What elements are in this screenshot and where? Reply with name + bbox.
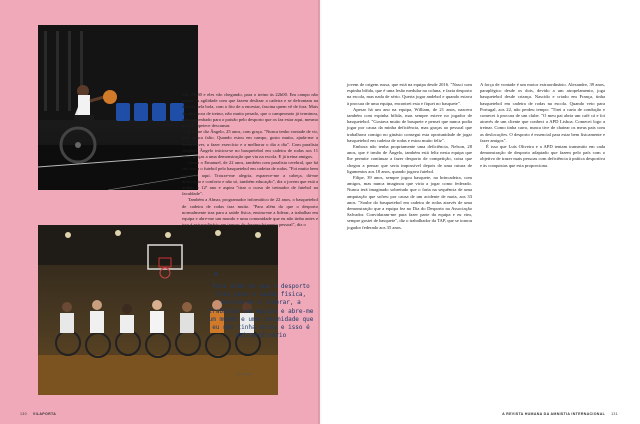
body-paragraph: Embora não tenha propriamente uma deficiência, Nelson, 28 anos, que é irmão de Ângelo, também está feliz nesta equipa que lhe permite continuar a fazer desporto de competição, coisa que chegou a pensar que seria impossível depois de uma rutura de ligamentos aos 18 anos, quando jogava futebol. bbox=[347, 144, 472, 174]
folio-left bbox=[20, 412, 56, 416]
body-paragraph: Como o Emanuel, de 22 anos, também com paralisia cerebral, que há seis troca o futebol pelo basquetebol em cadeira de rodas. "Foi muito bem recebido aqui. Trouxe-me alegria, esparece-me a cabeça, dá-me motivação e conforto e não só, também educação", diz o jovem que está a acabar o 12º ano e aspira "tirar o curso de treinador de futebol na faculdade". bbox=[182, 160, 318, 197]
page-number-left: 130 bbox=[20, 412, 27, 416]
section-name-right: A REVISTA HUMANA DA AMNISTIA INTERNACIONAL bbox=[502, 412, 606, 416]
body-paragraph: É isso que Luís Oliveira e a APD tentam transmitir em cada demonstração de desporto adaptado que fazem pelo país com o objetivo de trazer mais pessoas com deficiência à prática desportiva e às conquistas que esta proporciona. bbox=[480, 144, 605, 168]
left-body-text bbox=[182, 92, 318, 228]
body-paragraph: Apesar há um ano na equipa, William, de 21 anos, nascera também com espinha bífida, mas sempre esteve no jogador de basquetebol. "Gostava muito de basquete e pensei que nunca podia jogar por causa da minha deficiência, mas graças ao pessoal que trabalhava comigo no ginásio consegui esta oportunidade de jogar basquetebol em cadeira de rodas e estou muito feliz". bbox=[347, 106, 472, 143]
right-page bbox=[320, 0, 640, 424]
right-body-text bbox=[347, 82, 605, 231]
folio-right bbox=[502, 412, 618, 416]
body-paragraph: São 20h30 e eles vão chegando, para o treino às 22h00. Em campo não param. A agilidade com que fazem deslizar a cadeira e se defrontam na disputa pela bola, com o fito de a encestar, fascina quem vê de fora. Mais de uma hora de treino, não muito pesado, que o campeonato já terminou, mas empenhado para o paixão pelo desporto que os faz estar aqui, mesmo quando apetece descansar. bbox=[182, 92, 318, 129]
body-paragraph: jovem de origem russa, que está na equipa desde 2016. "Nasci com espinha bífida, que é uma lesão medular na coluna, e fazia desporto na escola, mas nada de sério. Queria jogar andebol e quando estava à procura de uma equipa, encontrei esta e fiquei no basquete". bbox=[347, 82, 472, 106]
body-paragraph: Filipe, 39 anos, sempre jogou basquete, na brincadeira, com amigos, mas nunca imaginou que viria a jogar como federado. Nunca terá imaginado sobretudo que o faria na sequência de uma amputação que sofreu por causa de um acidente de mota, aos 33 anos. "Soube do basquetebol em cadeira de rodas através de uma demonstração que a equipa fez no Dia do Desporto na Associação Salvador. Convidaram-me para fazer parte da equipa e eu vim, sempre gostei de basquete", diz o trabalhador da TAP, que se tornou jogador federado aos 35 anos. bbox=[347, 175, 472, 230]
photo-wheelchair-player bbox=[38, 25, 198, 190]
quote-mark-icon: “ bbox=[213, 272, 220, 283]
photo-wheelchair-player-image bbox=[38, 25, 198, 190]
text-column-2 bbox=[480, 82, 605, 231]
photo-credit: ©Fotografia bbox=[236, 372, 252, 376]
spine-shadow bbox=[318, 0, 322, 424]
page-number-right: 131 bbox=[611, 412, 618, 416]
body-paragraph: A força de vontade é um motor extraordinário. Alexandre, 39 anos, paraplégico desde os dois, devido a um atropelamento, joga basquetebol desde criança. Nascido e criado em França, tinha basquetebol em cadeira de rodas na escola. Quando veio para Portugal, aos 22, não perdeu tempo: "Tirei a carta de condução e comecei à procura de um clube. "O meu pai abria um café cá e foi através de um cliente que conheci a APD Lisboa. Comecei logo a treinar. Como tinha carro, nunca tive de chatear os meus pais com as deslocações. O desporto é essencial para estar bem fisicamente e fazer amigos". bbox=[480, 82, 605, 143]
body-paragraph: E o que diz Ângelo, 25 anos, com graça. "Nunca tenho vontade de vir, mas nunca falto. Quando estou em campo, gosto muito, ajuda-me a desenvolver, a fazer exercício e a melhorar o dia a dia". Com paralisia cerebral, Ângelo iniciou-se no basquetebol em cadeira de rodas aos 11 anos, graças a uma demonstração que viu na escola. E já treina amigos. bbox=[182, 129, 318, 160]
body-paragraph: Também a Almar, programador informático de 22 anos, o basquetebol de cadeira de rodas traz muito. "Para além do que o desporto normalmente traz para a saúde física, ensina-me a liderar, a trabalhar em equipa e abre-me um mundo e uma comunidade que eu não tinha antes e isso é extraordinário em termos de desenvolvimento pessoal", diz o bbox=[182, 197, 318, 228]
section-name-left: VILAPORTA bbox=[32, 412, 57, 416]
pull-quote: Para além do que o desporto traz para a saúde física, ensina-me a liderar, a trabalhar em equipa e abre-me um mundo e uma comunidade que eu não tinha antes e isso é extraordinário bbox=[208, 283, 314, 340]
text-column-1 bbox=[347, 82, 472, 231]
